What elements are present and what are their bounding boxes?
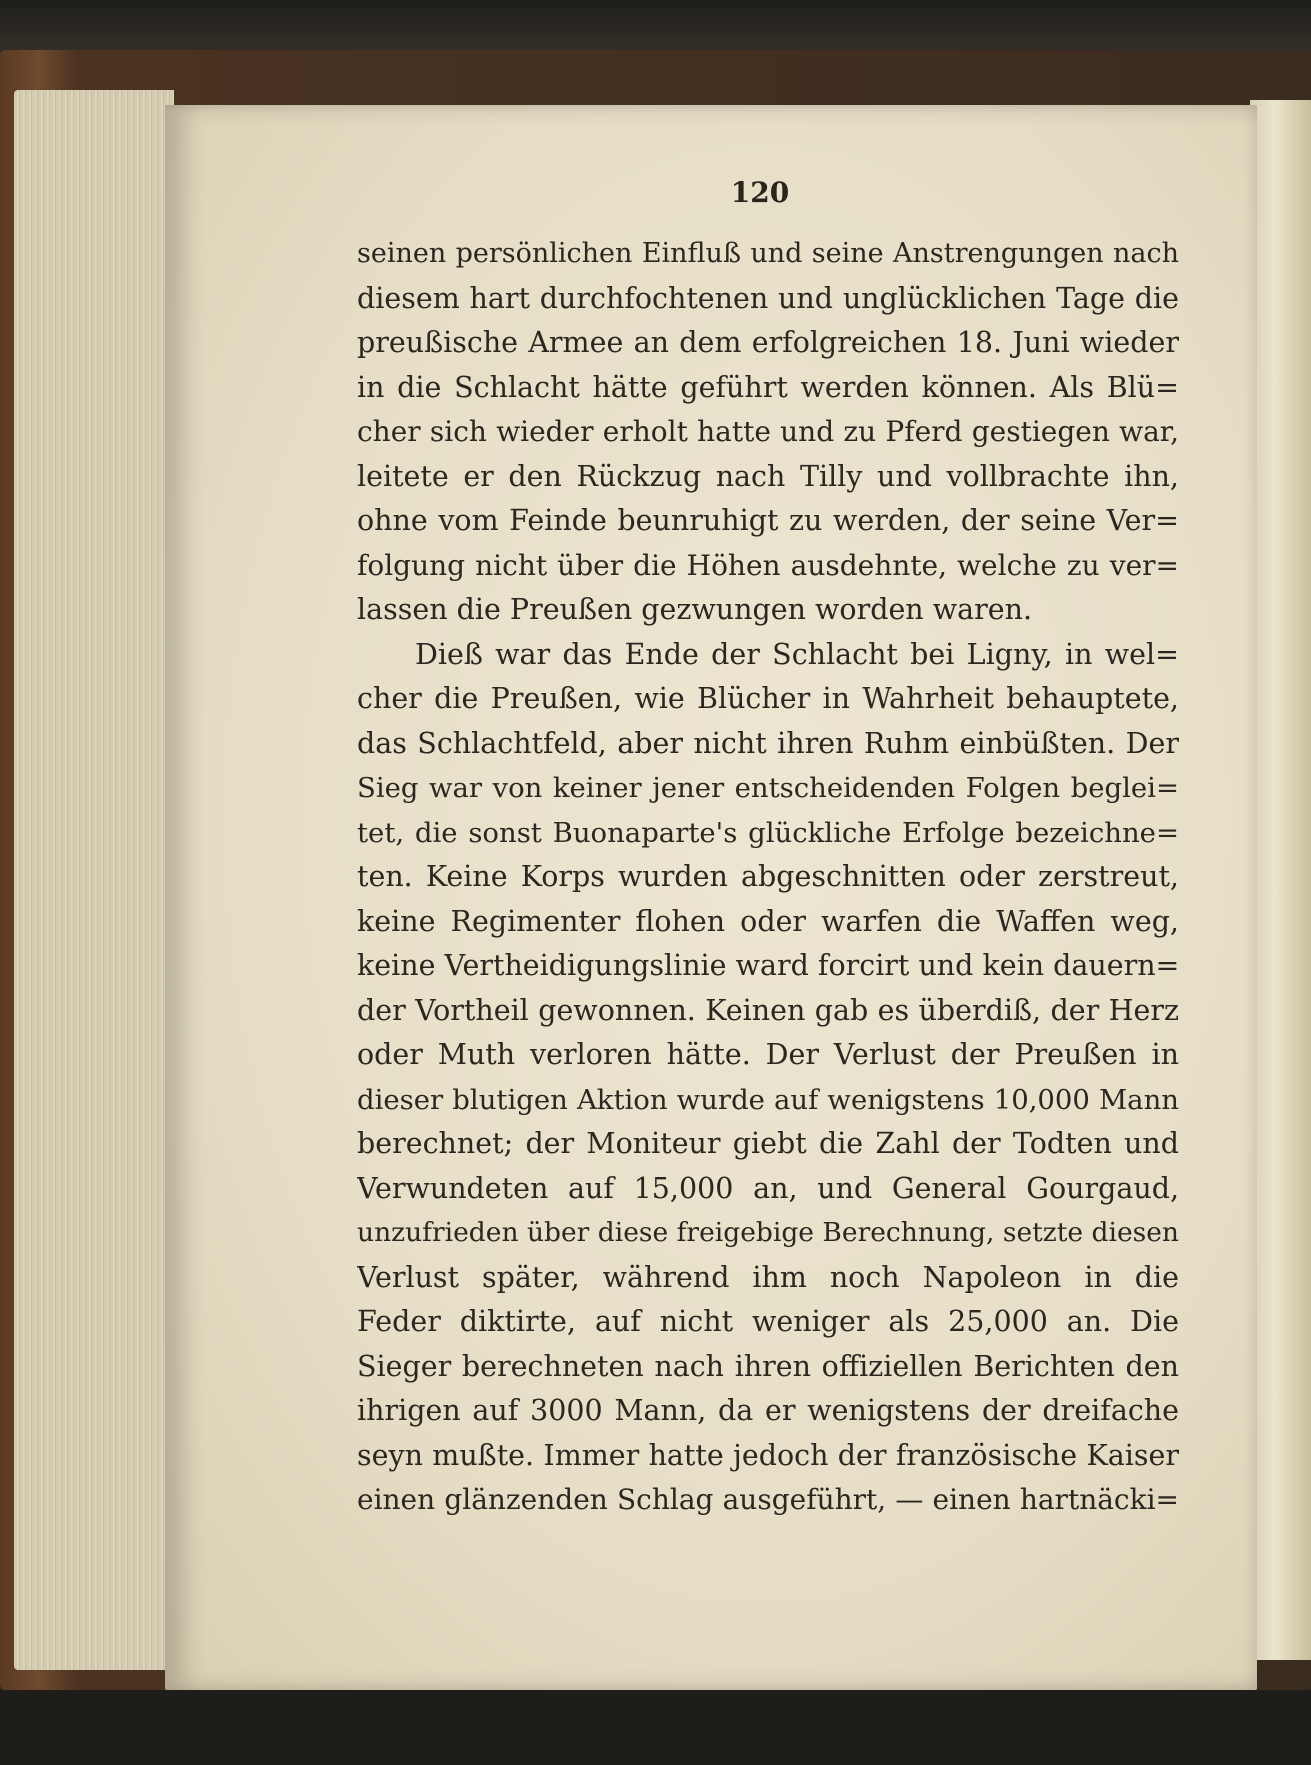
backdrop-bottom xyxy=(0,1690,1311,1765)
text-line: diesem hart durchfochtenen und unglücklichen Tage die xyxy=(357,281,1179,315)
text-line: Dieß war das Ende der Schlacht bei Ligny, in wel= xyxy=(415,637,1179,671)
text-line: cher die Preußen, wie Blücher in Wahrheit behauptete, xyxy=(357,682,1179,715)
page-number: 120 xyxy=(730,176,790,209)
text-line: Feder diktirte, auf nicht weniger als 25,000 an. Die xyxy=(357,1305,1179,1338)
text-line: unzufrieden über diese freigebige Berechnung, setzte diesen xyxy=(357,1217,1179,1248)
text-line: seinen persönlichen Einfluß und seine Anstrengungen nach xyxy=(357,238,1179,269)
text-line: Sieg war von keiner jener entscheidenden Folgen beglei= xyxy=(357,772,1179,804)
text-line: Sieger berechneten nach ihren offiziellen Berichten den xyxy=(357,1349,1179,1383)
text-line: keine Vertheidigungslinie ward forcirt und kein dauern= xyxy=(357,949,1179,982)
text-line: keine Regimenter flohen oder warfen die Waffen weg, xyxy=(357,904,1179,938)
text-line: ihrigen auf 3000 Mann, da er wenigstens der dreifache xyxy=(357,1394,1179,1427)
text-line: einen glänzenden Schlag ausgeführt, — einen hartnäcki= xyxy=(357,1483,1179,1516)
facing-page-edge xyxy=(1250,100,1311,1660)
text-line: ten. Keine Korps wurden abgeschnitten oder zerstreut, xyxy=(357,860,1179,893)
text-line: tet, die sonst Buonaparte's glückliche Erfolge bezeichne= xyxy=(357,816,1179,849)
text-line: das Schlachtfeld, aber nicht ihren Ruhm einbüßten. Der xyxy=(357,726,1179,760)
text-line: Verwundeten auf 15,000 an, und General Gourgaud, xyxy=(357,1171,1179,1205)
page-edges-left xyxy=(14,90,174,1670)
text-line: leitete er den Rückzug nach Tilly und vollbrachte ihn, xyxy=(357,459,1179,493)
text-line: preußische Armee an dem erfolgreichen 18. Juni wieder xyxy=(357,326,1179,359)
text-line: in die Schlacht hätte geführt werden können. Als Blü= xyxy=(357,370,1179,404)
body-text xyxy=(357,232,1179,1523)
text-line: der Vortheil gewonnen. Keinen gab es überdiß, der Herz xyxy=(357,993,1179,1027)
text-line: cher sich wieder erholt hatte und zu Pferd gestiegen war, xyxy=(357,415,1179,448)
text-line: Verlust später, während ihm noch Napoleon in die xyxy=(357,1260,1179,1294)
text-line: dieser blutigen Aktion wurde auf wenigstens 10,000 Mann xyxy=(357,1083,1179,1116)
text-line: folgung nicht über die Höhen ausdehnte, welche zu ver= xyxy=(357,548,1179,582)
text-line: oder Muth verloren hätte. Der Verlust der Preußen in xyxy=(357,1038,1179,1071)
text-line: seyn mußte. Immer hatte jedoch der französische Kaiser xyxy=(357,1438,1179,1472)
text-line: lassen die Preußen gezwungen worden waren. xyxy=(357,593,1033,626)
text-line: ohne vom Feinde beunruhigt zu werden, der seine Ver= xyxy=(357,504,1179,537)
text-line: berechnet; der Moniteur giebt die Zahl der Todten und xyxy=(357,1127,1179,1160)
